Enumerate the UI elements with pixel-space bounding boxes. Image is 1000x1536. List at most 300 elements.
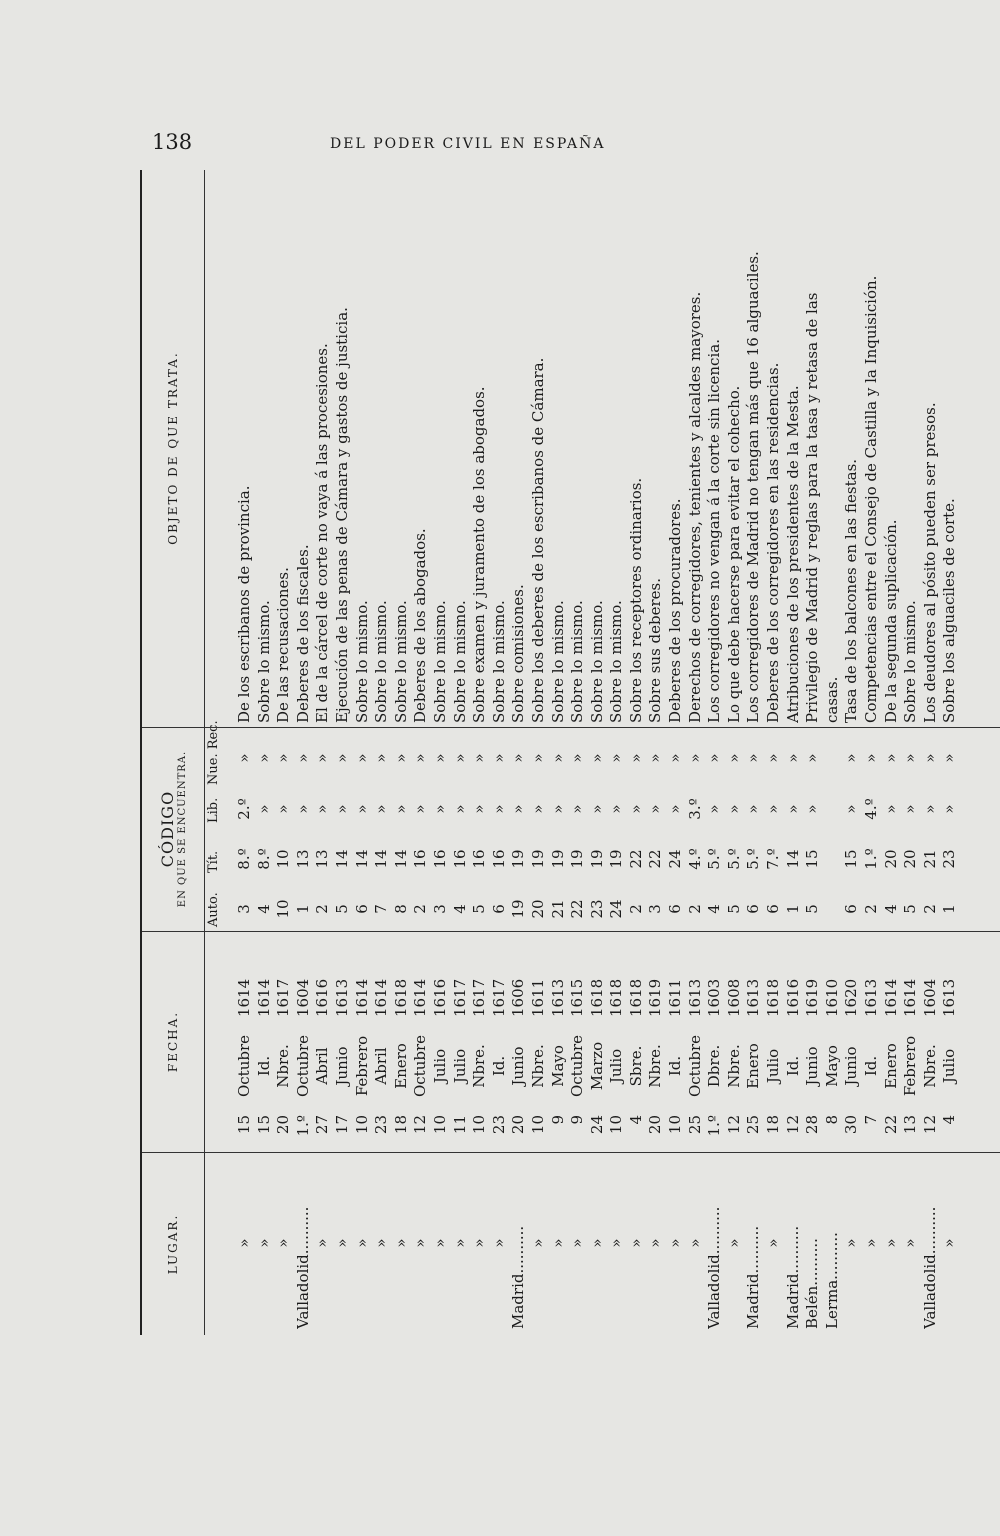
rotated-table xyxy=(140,170,1000,1335)
row-day: 28 xyxy=(803,1115,822,1135)
row-libro: » xyxy=(940,804,959,814)
row-day: 9 xyxy=(568,1115,587,1125)
row-titulo: 22 xyxy=(626,849,645,869)
row-titulo: 7.º xyxy=(764,848,783,870)
row-month: Octubre xyxy=(685,1034,704,1098)
row-libro: » xyxy=(626,804,645,814)
row-titulo: 13 xyxy=(313,849,332,869)
row-month: Nbre. xyxy=(920,1044,939,1088)
row-day: 1.º xyxy=(293,1115,312,1137)
row-year: 1616 xyxy=(783,978,802,1017)
table-row xyxy=(470,170,490,1335)
row-objeto: Los corregidores de Madrid no tengan más que 16 alguaciles. xyxy=(744,251,763,723)
row-day: 18 xyxy=(764,1115,783,1135)
table-row xyxy=(764,170,784,1335)
row-nueva-recopilacion: » xyxy=(489,753,508,763)
row-titulo: 1.º xyxy=(862,848,880,870)
table-row xyxy=(744,170,764,1335)
row-lugar: » xyxy=(391,1238,410,1248)
row-year: 1608 xyxy=(724,978,743,1017)
row-year: 1617 xyxy=(489,978,508,1017)
row-auto: 6 xyxy=(764,904,783,914)
row-lugar: » xyxy=(528,1238,547,1248)
row-day: 24 xyxy=(587,1115,606,1135)
row-month: Junio xyxy=(842,1046,861,1086)
row-nueva-recopilacion: » xyxy=(666,753,685,763)
row-nueva-recopilacion: » xyxy=(587,753,606,763)
row-lugar: » xyxy=(411,1238,430,1248)
row-day: 10 xyxy=(430,1115,449,1135)
row-titulo: 14 xyxy=(391,849,410,869)
row-year: 1616 xyxy=(430,978,449,1017)
row-libro: » xyxy=(607,804,626,814)
subheader-nue: Nue. Rec. xyxy=(206,720,221,785)
row-auto: 3 xyxy=(646,904,665,914)
row-month: Nbre. xyxy=(724,1044,743,1088)
table-row xyxy=(686,170,706,1335)
table-row xyxy=(431,170,451,1335)
row-lugar: » xyxy=(842,1238,861,1248)
row-month: Id. xyxy=(783,1055,802,1077)
row-objeto: Sobre los receptores ordinarios. xyxy=(626,477,645,723)
row-month: Sbre. xyxy=(626,1045,645,1087)
row-titulo: 14 xyxy=(352,849,371,869)
row-auto: 5 xyxy=(332,904,351,914)
row-month: Dbre. xyxy=(705,1044,724,1088)
row-day: 18 xyxy=(391,1115,410,1135)
header-fecha: FECHA. xyxy=(142,931,204,1153)
row-lugar: » xyxy=(450,1238,469,1248)
row-libro: » xyxy=(666,804,685,814)
row-auto: 1 xyxy=(293,904,312,914)
row-titulo: 16 xyxy=(411,849,430,869)
row-titulo: 16 xyxy=(430,849,449,869)
row-nueva-recopilacion: » xyxy=(764,753,783,763)
row-month: Nbre. xyxy=(646,1044,665,1088)
row-lugar: » xyxy=(568,1238,587,1248)
row-year: 1611 xyxy=(666,978,685,1017)
table-row xyxy=(509,170,529,1335)
row-titulo: 21 xyxy=(920,849,939,869)
row-day: 9 xyxy=(548,1115,567,1125)
row-objeto: Deberes de los corregidores en las residencias. xyxy=(764,362,783,723)
row-nueva-recopilacion: » xyxy=(920,753,939,763)
row-nueva-recopilacion: » xyxy=(313,753,332,763)
row-auto: 5 xyxy=(803,904,822,914)
table-row xyxy=(784,170,804,1335)
row-lugar: Belén.......... xyxy=(803,1238,822,1329)
row-month: Octubre xyxy=(235,1034,253,1098)
header-codigo xyxy=(142,727,204,932)
row-libro: » xyxy=(470,804,489,814)
row-nueva-recopilacion: » xyxy=(744,753,763,763)
row-nueva-recopilacion: » xyxy=(509,753,528,763)
row-nueva-recopilacion: » xyxy=(626,753,645,763)
row-titulo: 14 xyxy=(332,849,351,869)
row-titulo: 19 xyxy=(528,849,547,869)
row-libro: 2.º xyxy=(235,798,253,820)
row-lugar: » xyxy=(587,1238,606,1248)
row-lugar: » xyxy=(274,1238,293,1248)
row-objeto: Sobre lo mismo. xyxy=(254,600,273,723)
row-day: 23 xyxy=(489,1115,508,1135)
table-row xyxy=(842,170,862,1335)
row-objeto: Sobre lo mismo. xyxy=(587,600,606,723)
row-titulo: 5.º xyxy=(705,848,724,870)
row-year: 1603 xyxy=(705,978,724,1017)
row-year: 1617 xyxy=(470,978,489,1017)
row-day: 23 xyxy=(372,1115,391,1135)
row-day: 25 xyxy=(744,1115,763,1135)
row-objeto: De las recusaciones. xyxy=(274,567,293,723)
row-objeto: Sobre lo mismo. xyxy=(450,600,469,723)
subheader-auto: Auto. xyxy=(206,892,221,927)
row-year: 1604 xyxy=(920,978,939,1017)
table-row xyxy=(607,170,627,1335)
row-year: 1614 xyxy=(372,978,391,1017)
row-libro: » xyxy=(920,804,939,814)
row-lugar: » xyxy=(430,1238,449,1248)
row-lugar: » xyxy=(235,1238,253,1248)
row-year: 1618 xyxy=(626,978,645,1017)
row-month: Nbre. xyxy=(470,1044,489,1088)
row-auto: 1 xyxy=(940,904,959,914)
row-auto: 6 xyxy=(666,904,685,914)
row-objeto: Sobre lo mismo. xyxy=(430,600,449,723)
row-month: Abril xyxy=(313,1047,332,1085)
row-day: 10 xyxy=(666,1115,685,1135)
row-day: 12 xyxy=(411,1115,430,1135)
row-auto: 20 xyxy=(528,899,547,919)
row-day: 8 xyxy=(822,1115,841,1125)
row-day: 11 xyxy=(450,1115,469,1135)
row-lugar: » xyxy=(254,1238,273,1248)
row-libro: » xyxy=(705,804,724,814)
table-row xyxy=(705,170,725,1335)
row-nueva-recopilacion: » xyxy=(352,753,371,763)
row-year: 1614 xyxy=(411,978,430,1017)
row-nueva-recopilacion: » xyxy=(646,753,665,763)
table-row xyxy=(353,170,373,1335)
row-month: Febrero xyxy=(901,1035,920,1097)
row-libro: » xyxy=(881,804,900,814)
header-codigo-subtitle: EN QUE SE ENCUENTRA. xyxy=(177,750,188,908)
row-objeto: Sobre lo mismo. xyxy=(391,600,410,723)
row-lugar: » xyxy=(548,1238,567,1248)
row-objeto: Deberes de los procuradores. xyxy=(666,498,685,723)
row-objeto: Competencias entre el Consejo de Castilla y la Inquisición. xyxy=(862,275,880,723)
row-lugar: Madrid.......... xyxy=(744,1225,763,1329)
row-year: 1614 xyxy=(881,978,900,1017)
row-auto: 2 xyxy=(685,904,704,914)
row-year: 1613 xyxy=(744,978,763,1017)
subheader-tit: Tít. xyxy=(206,850,221,873)
row-auto: 6 xyxy=(489,904,508,914)
row-day: 10 xyxy=(607,1115,626,1135)
row-lugar: Valladolid.......... xyxy=(293,1206,312,1329)
row-nueva-recopilacion: » xyxy=(372,753,391,763)
table-row xyxy=(627,170,647,1335)
row-libro: » xyxy=(901,804,920,814)
table-row xyxy=(940,170,960,1335)
row-lugar: » xyxy=(470,1238,489,1248)
table-row xyxy=(862,170,882,1335)
row-libro: » xyxy=(568,804,587,814)
row-day: 12 xyxy=(724,1115,743,1135)
row-titulo: 15 xyxy=(803,849,822,869)
row-objeto: Deberes de los fiscales. xyxy=(293,544,312,723)
row-objeto: Ejecución de las penas de Cámara y gastos de justicia. xyxy=(332,307,351,723)
row-auto: 4 xyxy=(254,904,273,914)
row-month: Julio xyxy=(450,1048,469,1084)
row-lugar: » xyxy=(313,1238,332,1248)
header-codigo-title: CÓDIGO xyxy=(158,790,177,868)
row-titulo: 19 xyxy=(568,849,587,869)
row-year: 1606 xyxy=(509,978,528,1017)
table-row xyxy=(490,170,510,1335)
row-titulo: 14 xyxy=(783,849,802,869)
row-month: Mayo xyxy=(548,1045,567,1087)
table-row xyxy=(901,170,921,1335)
row-titulo: 14 xyxy=(372,849,391,869)
page-number: 138 xyxy=(152,130,193,154)
row-libro: » xyxy=(313,804,332,814)
row-objeto: Sobre los deberes de los escribanos de Cámara. xyxy=(528,357,547,723)
row-nueva-recopilacion: » xyxy=(470,753,489,763)
row-day: 13 xyxy=(901,1115,920,1135)
row-month: Octubre xyxy=(411,1034,430,1098)
table-header xyxy=(140,170,205,1335)
row-lugar: Madrid.......... xyxy=(509,1225,528,1329)
row-libro: » xyxy=(528,804,547,814)
row-year: 1619 xyxy=(803,978,822,1017)
row-year: 1614 xyxy=(352,978,371,1017)
row-lugar: » xyxy=(352,1238,371,1248)
row-objeto: Derechos de corregidores, tenientes y alcaldes mayores. xyxy=(685,291,704,723)
row-libro: » xyxy=(744,804,763,814)
row-titulo: 5.º xyxy=(724,848,743,870)
row-day: 20 xyxy=(274,1115,293,1135)
row-day: 30 xyxy=(842,1115,861,1135)
header-lugar: LUGAR. xyxy=(166,1213,180,1275)
row-objeto: Sobre lo mismo. xyxy=(901,600,920,723)
row-day: 22 xyxy=(881,1115,900,1135)
row-libro: » xyxy=(293,804,312,814)
row-titulo: 8.º xyxy=(235,848,253,870)
row-titulo: 4.º xyxy=(685,848,704,870)
row-month: Octubre xyxy=(568,1034,587,1098)
row-year: 1618 xyxy=(607,978,626,1017)
table-row xyxy=(294,170,314,1335)
row-month: Id. xyxy=(666,1055,685,1077)
row-nueva-recopilacion: » xyxy=(528,753,547,763)
row-lugar: » xyxy=(332,1238,351,1248)
row-nueva-recopilacion: » xyxy=(803,753,822,763)
row-nueva-recopilacion: » xyxy=(881,753,900,763)
row-month: Marzo xyxy=(587,1041,606,1091)
row-nueva-recopilacion: » xyxy=(332,753,351,763)
row-auto: 2 xyxy=(920,904,939,914)
table-row xyxy=(646,170,666,1335)
row-auto: 10 xyxy=(274,899,293,919)
row-titulo: 19 xyxy=(587,849,606,869)
table-row xyxy=(549,170,569,1335)
row-libro: » xyxy=(764,804,783,814)
row-objeto: Sobre los alguaciles de corte. xyxy=(940,498,959,723)
table-body xyxy=(235,170,960,1335)
row-titulo: 19 xyxy=(607,849,626,869)
row-lugar: » xyxy=(666,1238,685,1248)
table-row xyxy=(451,170,471,1335)
row-objeto: Deberes de los abogados. xyxy=(411,528,430,723)
row-day: 4 xyxy=(626,1115,645,1125)
row-month: Id. xyxy=(489,1055,508,1077)
row-nueva-recopilacion: » xyxy=(450,753,469,763)
row-month: Julio xyxy=(764,1048,783,1084)
row-lugar: » xyxy=(940,1238,959,1248)
row-auto: 3 xyxy=(430,904,449,914)
row-auto: 2 xyxy=(626,904,645,914)
row-objeto: El de la cárcel de corte no vaya á las procesiones. xyxy=(313,343,332,723)
row-lugar: Lerma.......... xyxy=(822,1232,841,1329)
row-titulo: 5.º xyxy=(744,848,763,870)
row-lugar: » xyxy=(901,1238,920,1248)
row-auto: 21 xyxy=(548,899,567,919)
row-day: 10 xyxy=(352,1115,371,1135)
row-month: Nbre. xyxy=(274,1044,293,1088)
row-libro: » xyxy=(352,804,371,814)
row-day: 10 xyxy=(470,1115,489,1135)
row-libro: » xyxy=(489,804,508,814)
table-row xyxy=(568,170,588,1335)
row-lugar: » xyxy=(607,1238,626,1248)
row-nueva-recopilacion: » xyxy=(842,753,861,763)
table-row xyxy=(392,170,412,1335)
row-day: 15 xyxy=(254,1115,273,1135)
row-auto: 5 xyxy=(724,904,743,914)
table-row xyxy=(882,170,902,1335)
row-objeto: Los deudores al pósito pueden ser presos. xyxy=(920,402,939,723)
row-auto: 4 xyxy=(881,904,900,914)
row-auto: 5 xyxy=(901,904,920,914)
row-lugar: Valladolid.......... xyxy=(705,1206,724,1329)
table-row xyxy=(274,170,294,1335)
row-month: Junio xyxy=(803,1046,822,1086)
row-auto: 6 xyxy=(352,904,371,914)
row-libro: » xyxy=(430,804,449,814)
table-rotation-wrapper xyxy=(140,170,1000,1335)
row-nueva-recopilacion: » xyxy=(254,753,273,763)
table-row xyxy=(921,170,941,1335)
row-month: Enero xyxy=(881,1043,900,1089)
row-objeto: Sobre lo mismo. xyxy=(607,600,626,723)
row-auto: 2 xyxy=(411,904,430,914)
row-libro: » xyxy=(411,804,430,814)
row-nueva-recopilacion: » xyxy=(548,753,567,763)
row-libro: » xyxy=(372,804,391,814)
row-month: Mayo xyxy=(822,1045,841,1087)
row-objeto: Sobre lo mismo. xyxy=(352,600,371,723)
row-month: Id. xyxy=(862,1055,880,1077)
row-objeto: Sobre lo mismo. xyxy=(489,600,508,723)
row-lugar: » xyxy=(685,1238,704,1248)
row-objeto: De la segunda suplicación. xyxy=(881,519,900,723)
row-day: 15 xyxy=(235,1115,253,1135)
row-year: 1614 xyxy=(901,978,920,1017)
row-year: 1613 xyxy=(685,978,704,1017)
row-lugar: Madrid.......... xyxy=(783,1225,802,1329)
row-objeto: Sobre lo mismo. xyxy=(372,600,391,723)
row-lugar: » xyxy=(372,1238,391,1248)
row-libro: » xyxy=(724,804,743,814)
row-auto: 2 xyxy=(862,904,880,914)
row-auto: 6 xyxy=(744,904,763,914)
row-year: 1619 xyxy=(646,978,665,1017)
row-lugar: Valladolid.......... xyxy=(920,1206,939,1329)
row-year: 1613 xyxy=(548,978,567,1017)
row-objeto: De los escribanos de provincia. xyxy=(235,485,253,723)
row-nueva-recopilacion: » xyxy=(293,753,312,763)
row-libro: » xyxy=(450,804,469,814)
row-nueva-recopilacion: » xyxy=(724,753,743,763)
row-month: Nbre. xyxy=(528,1044,547,1088)
row-auto: 7 xyxy=(372,904,391,914)
row-objeto: Privilegio de Madrid y reglas para la tasa y retasa de las xyxy=(803,292,822,723)
row-year: 1611 xyxy=(528,978,547,1017)
row-year: 1614 xyxy=(235,978,253,1017)
row-titulo: 15 xyxy=(842,849,861,869)
row-titulo: 24 xyxy=(666,849,685,869)
row-titulo: 8.º xyxy=(254,848,273,870)
row-month: Julio xyxy=(607,1048,626,1084)
row-libro: » xyxy=(842,804,861,814)
row-month: Id. xyxy=(254,1055,273,1077)
table-row xyxy=(255,170,275,1335)
row-lugar: » xyxy=(881,1238,900,1248)
row-day: 17 xyxy=(332,1115,351,1135)
row-libro: 3.º xyxy=(685,798,704,820)
row-nueva-recopilacion: » xyxy=(568,753,587,763)
table-row xyxy=(803,170,823,1335)
row-nueva-recopilacion: » xyxy=(685,753,704,763)
row-lugar: » xyxy=(646,1238,665,1248)
row-year: 1620 xyxy=(842,978,861,1017)
row-libro: » xyxy=(254,804,273,814)
row-nueva-recopilacion: » xyxy=(783,753,802,763)
row-titulo: 13 xyxy=(293,849,312,869)
row-day: 25 xyxy=(685,1115,704,1135)
row-year: 1616 xyxy=(313,978,332,1017)
row-month: Abril xyxy=(372,1047,391,1085)
row-objeto: Sobre comisiones. xyxy=(509,584,528,723)
row-titulo: 20 xyxy=(901,849,920,869)
row-auto: 3 xyxy=(235,904,253,914)
row-month: Julio xyxy=(940,1048,959,1084)
row-auto: 4 xyxy=(450,904,469,914)
row-objeto: Los corregidores no vengan á la corte sin licencia. xyxy=(705,339,724,723)
row-objeto: Sobre lo mismo. xyxy=(548,600,567,723)
row-year: 1615 xyxy=(568,978,587,1017)
row-titulo: 22 xyxy=(646,849,665,869)
row-year: 1617 xyxy=(450,978,469,1017)
row-libro: » xyxy=(783,804,802,814)
row-year: 1614 xyxy=(254,978,273,1017)
row-libro: » xyxy=(803,804,822,814)
running-head: DEL PODER CIVIL EN ESPAÑA xyxy=(330,136,606,152)
row-titulo: 16 xyxy=(470,849,489,869)
row-nueva-recopilacion: » xyxy=(274,753,293,763)
table-row xyxy=(588,170,608,1335)
